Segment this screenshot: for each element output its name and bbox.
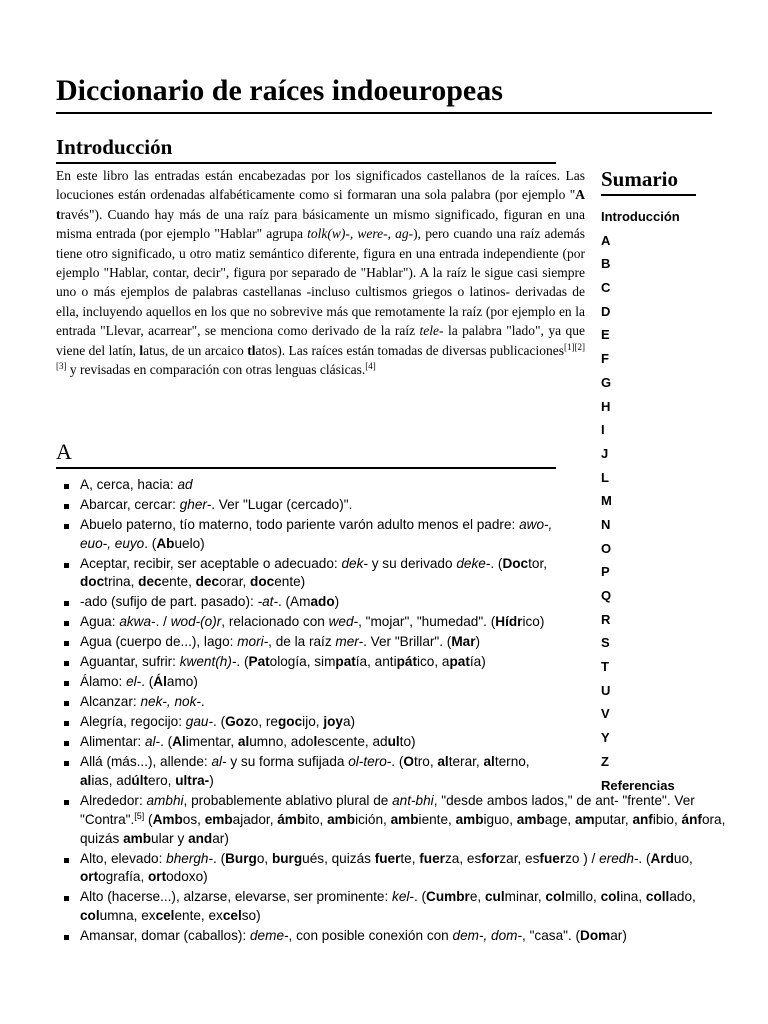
toc-item[interactable]: H bbox=[601, 398, 611, 414]
bold-fragment: pat bbox=[449, 654, 470, 670]
bold-fragment: for bbox=[481, 850, 500, 866]
text-fragment: , relacionado con bbox=[221, 614, 329, 630]
bold-fragment: amb bbox=[390, 811, 419, 827]
text-fragment: A, cerca, hacia: bbox=[80, 477, 178, 492]
text-fragment: ición, bbox=[355, 811, 391, 827]
text-fragment: umno, ado bbox=[249, 734, 314, 750]
toc-item[interactable]: Y bbox=[601, 730, 610, 746]
entry-item bbox=[62, 850, 740, 887]
toc-item[interactable]: F bbox=[601, 351, 609, 367]
text-fragment: Alimentar: bbox=[80, 734, 145, 750]
text-fragment: orar, bbox=[219, 574, 251, 590]
root-term: ol-tero- bbox=[348, 754, 392, 770]
text-fragment: ente, ex bbox=[174, 907, 223, 923]
bold-fragment: am bbox=[574, 811, 595, 827]
toc-item[interactable]: A bbox=[601, 232, 611, 248]
text-fragment: , con posible conexión con bbox=[288, 927, 453, 943]
bold-fragment: col bbox=[545, 889, 566, 905]
toc-item[interactable]: S bbox=[601, 635, 610, 651]
root-term: al- bbox=[144, 734, 161, 750]
bold-fragment: cel bbox=[155, 907, 175, 923]
text-fragment: iente, bbox=[418, 811, 456, 827]
text-fragment: Allá (más...), allende: bbox=[80, 754, 212, 770]
root-term: eredh- bbox=[599, 850, 639, 866]
bold-fragment: ultra- bbox=[175, 773, 210, 789]
root-term: deke- bbox=[456, 555, 491, 571]
text-fragment: Amansar, domar (caballos): bbox=[80, 927, 250, 943]
text-fragment: za, es bbox=[444, 850, 482, 866]
text-fragment: ias, ad bbox=[91, 773, 132, 789]
entry-item bbox=[62, 516, 560, 553]
toc-item[interactable]: E bbox=[601, 327, 610, 343]
bold-fragment: A bbox=[575, 187, 585, 203]
toc-item[interactable]: B bbox=[601, 256, 611, 272]
text-fragment: atus, de un arcaico bbox=[143, 342, 248, 358]
text-fragment: o, re bbox=[250, 714, 278, 730]
text-fragment: ología, sim bbox=[269, 654, 336, 670]
bold-fragment: pat bbox=[335, 654, 356, 670]
text-fragment: terar, bbox=[448, 754, 484, 770]
bold-fragment: fuer bbox=[419, 850, 445, 866]
section-a-heading: A bbox=[56, 438, 556, 469]
text-fragment: tor, bbox=[528, 555, 548, 571]
text-fragment: . Ver "Brillar". ( bbox=[363, 634, 452, 650]
bold-fragment: Ab bbox=[156, 535, 175, 551]
root-term: akwa- bbox=[119, 614, 156, 630]
text-fragment: os, bbox=[182, 811, 205, 827]
bold-fragment: fuer bbox=[539, 850, 566, 866]
reference-link[interactable]: [1][2][3] bbox=[56, 341, 585, 372]
text-fragment: . ( bbox=[490, 555, 503, 571]
toc-item[interactable]: I bbox=[601, 422, 605, 438]
text-fragment: ar) bbox=[610, 927, 627, 943]
text-fragment: zar, es bbox=[499, 850, 540, 866]
bold-fragment: Amb bbox=[152, 811, 183, 827]
bold-fragment: doc bbox=[80, 574, 105, 590]
text-fragment: . ( bbox=[213, 850, 226, 866]
text-fragment: ente, bbox=[161, 574, 196, 590]
text-fragment: , "mojar", "humedad". ( bbox=[358, 614, 496, 630]
bold-fragment: anf bbox=[632, 811, 653, 827]
text-fragment: uo, bbox=[673, 850, 693, 866]
text-fragment: terno, bbox=[494, 754, 530, 770]
bold-fragment: burg bbox=[271, 850, 303, 866]
text-fragment: uelo) bbox=[174, 535, 205, 551]
text-fragment: Alto (hacerse...), alzarse, elevarse, ser prominente: bbox=[80, 889, 393, 905]
text-fragment: a) bbox=[342, 714, 356, 730]
text-fragment: . ( bbox=[638, 850, 651, 866]
entry-item bbox=[62, 633, 560, 652]
text-fragment: ero, bbox=[148, 773, 176, 789]
root-term: wod-(o)r bbox=[170, 614, 222, 630]
root-term: ad bbox=[177, 477, 193, 492]
text-fragment: atos). Las raíces están tomadas de diversas publicaciones bbox=[255, 342, 564, 358]
root-term: ambhi bbox=[146, 793, 184, 809]
text-fragment: minar, bbox=[504, 889, 546, 905]
bold-fragment: l bbox=[139, 342, 144, 358]
bold-fragment: l bbox=[313, 734, 318, 750]
root-term: tolk(w)-, were-, ag- bbox=[307, 226, 414, 242]
text-fragment: , "desde ambos lados," de ant- "frente". Ver "Contra". bbox=[80, 793, 695, 827]
text-fragment: . ( bbox=[144, 535, 157, 551]
text-fragment: ora, quizás bbox=[80, 811, 726, 846]
text-fragment: Abuelo paterno, tío materno, todo pariente varón adulto menos el padre: bbox=[80, 517, 520, 532]
text-fragment: , probablemente ablativo plural de bbox=[183, 793, 393, 809]
text-fragment: y revisadas en comparación con otras lenguas clásicas. bbox=[66, 362, 366, 378]
root-term: kwent(h)- bbox=[179, 654, 237, 670]
bold-fragment: fuer bbox=[374, 850, 401, 866]
text-fragment: escente, ad bbox=[317, 734, 388, 750]
bold-fragment: Goz bbox=[225, 714, 251, 730]
bold-fragment: al bbox=[483, 754, 495, 770]
text-fragment: . Ver "Lugar (cercado)". bbox=[211, 497, 353, 512]
bold-fragment: tl bbox=[247, 342, 256, 358]
page-title: Diccionario de raíces indoeuropeas bbox=[56, 72, 712, 114]
bold-fragment: últ bbox=[131, 773, 149, 789]
intro-paragraph bbox=[56, 166, 585, 379]
bold-fragment: Ál bbox=[153, 674, 167, 690]
text-fragment: ito, bbox=[305, 811, 328, 827]
bold-fragment: dec bbox=[138, 574, 162, 590]
text-fragment: , "casa". ( bbox=[522, 927, 581, 943]
toc-item[interactable]: J bbox=[601, 445, 609, 461]
text-fragment: odoxo) bbox=[166, 869, 208, 885]
reference-link[interactable]: [4] bbox=[365, 361, 376, 372]
toc-item[interactable]: C bbox=[601, 280, 611, 296]
root-term: el- bbox=[126, 674, 142, 690]
text-fragment: so) bbox=[241, 907, 261, 923]
root-term: tele- bbox=[419, 323, 444, 339]
text-fragment: , de la raíz bbox=[268, 634, 336, 650]
root-term: ant-bhi bbox=[392, 793, 434, 809]
root-term: nek-, nok- bbox=[140, 694, 201, 710]
toc-item[interactable]: G bbox=[601, 374, 612, 390]
text-fragment: Aguantar, sufrir: bbox=[80, 654, 180, 670]
text-fragment: imentar, bbox=[185, 734, 238, 750]
text-fragment: ibio, bbox=[652, 811, 682, 827]
text-fragment: y su derivado bbox=[367, 555, 457, 571]
bold-fragment: ul bbox=[387, 734, 400, 750]
text-fragment: ico) bbox=[522, 614, 545, 630]
root-term: mori- bbox=[237, 634, 269, 650]
toc-item[interactable]: R bbox=[601, 611, 611, 627]
entry-item bbox=[62, 733, 560, 752]
root-term: al- bbox=[211, 754, 227, 770]
text-fragment: iguo, bbox=[483, 811, 517, 827]
toc-item[interactable]: D bbox=[601, 303, 611, 319]
bold-fragment: Mar bbox=[451, 634, 476, 650]
root-term: awo-, euo-, euyo bbox=[80, 517, 553, 551]
text-fragment: ía, anti bbox=[355, 654, 397, 670]
text-fragment: Aceptar, recibir, ser aceptable o adecuado: bbox=[80, 555, 342, 571]
bold-fragment: t bbox=[56, 206, 61, 222]
root-term: deme- bbox=[250, 927, 289, 943]
bold-fragment: coll bbox=[645, 889, 670, 905]
text-fragment: tro, bbox=[413, 754, 438, 770]
bold-fragment: Doc bbox=[502, 555, 529, 571]
bold-fragment: al bbox=[437, 754, 449, 770]
bold-fragment: Ard bbox=[650, 850, 674, 866]
bold-fragment: amb bbox=[327, 811, 356, 827]
toc-item[interactable]: U bbox=[601, 682, 611, 698]
bold-fragment: amb bbox=[455, 811, 484, 827]
text-fragment: Álamo: bbox=[80, 674, 127, 690]
text-fragment: ( bbox=[144, 811, 153, 827]
text-fragment: te, bbox=[400, 850, 420, 866]
root-term: kel- bbox=[392, 889, 414, 905]
text-fragment: Alcanzar: bbox=[80, 694, 141, 710]
bold-fragment: cul bbox=[484, 889, 505, 905]
text-fragment: . bbox=[200, 694, 205, 710]
toc-item[interactable]: Introducción bbox=[601, 209, 680, 224]
bold-fragment: and bbox=[188, 830, 213, 846]
text-fragment: la palabra "lado", ya que viene del latín, bbox=[56, 323, 585, 358]
entry-item bbox=[62, 753, 560, 790]
text-fragment: y su forma sufijada bbox=[226, 754, 349, 770]
entry-item bbox=[62, 555, 560, 592]
bold-fragment: ado bbox=[310, 594, 335, 610]
bold-fragment: al bbox=[80, 773, 92, 789]
toc-item[interactable]: Referencias bbox=[601, 777, 675, 793]
toc-item[interactable]: Z bbox=[601, 753, 609, 769]
toc-item[interactable]: Q bbox=[601, 588, 612, 603]
text-fragment: millo, bbox=[565, 889, 601, 905]
text-fragment: Alrededor: bbox=[80, 793, 147, 809]
text-fragment: ) bbox=[475, 634, 481, 650]
entry-item bbox=[62, 476, 560, 495]
bold-fragment: joy bbox=[323, 714, 343, 730]
text-fragment: ) bbox=[209, 773, 214, 789]
text-fragment: o, bbox=[256, 850, 272, 866]
text-fragment: Agua: bbox=[80, 614, 120, 630]
bold-fragment: Al bbox=[172, 734, 186, 750]
toc-item[interactable]: L bbox=[601, 469, 609, 485]
text-fragment: trina, bbox=[104, 574, 139, 590]
text-fragment: -ado (sufijo de part. pasado): bbox=[80, 594, 258, 610]
text-fragment: Agua (cuerpo de...), lago: bbox=[80, 634, 238, 650]
bold-fragment: Hídr bbox=[495, 614, 523, 630]
text-fragment: . / bbox=[155, 614, 171, 630]
text-fragment: . (Am bbox=[277, 594, 311, 610]
toc-item[interactable]: O bbox=[601, 540, 612, 556]
intro-heading: Introducción bbox=[56, 133, 556, 164]
text-fragment: ico, a bbox=[416, 654, 450, 670]
bold-fragment: ort bbox=[148, 869, 167, 885]
text-fragment: amo) bbox=[166, 674, 198, 690]
entry-item bbox=[62, 496, 560, 515]
entry-item bbox=[62, 673, 560, 692]
text-fragment: Alegría, regocijo: bbox=[80, 714, 186, 730]
text-fragment: ajador, bbox=[232, 811, 278, 827]
text-fragment: ina, bbox=[620, 889, 646, 905]
bold-fragment: ámb bbox=[277, 811, 306, 827]
bold-fragment: col bbox=[80, 907, 100, 923]
bold-fragment: Cumbr bbox=[426, 889, 470, 905]
bold-fragment: amb bbox=[516, 811, 545, 827]
text-fragment: . ( bbox=[141, 674, 154, 690]
toc-item[interactable]: T bbox=[601, 659, 609, 675]
toc-heading: Sumario bbox=[601, 166, 696, 196]
reference-link[interactable]: [5] bbox=[134, 810, 145, 821]
bold-fragment: emb bbox=[204, 811, 233, 827]
text-fragment: En este libro las entradas están encabezadas por los significados castellanos de la raíces. Las locuciones están ordenadas alfabéticamente como si formaran una sola palabra (por ejemplo " bbox=[56, 168, 585, 203]
text-fragment: . ( bbox=[236, 654, 249, 670]
toc-item[interactable]: M bbox=[601, 493, 612, 509]
text-fragment: . ( bbox=[413, 889, 427, 905]
bold-fragment: Pat bbox=[248, 654, 270, 670]
entry-item bbox=[62, 613, 560, 632]
text-fragment: ), pero cuando una raíz además tiene otro significado, u otro matiz semántico diferente, figura en una entrada independiente (por ejemplo "Hablar, contar, decir", figura por separado de "Hablar"). A la raíz le sigue casi siempre uno o más ejemplos de palabras castellanas -incluso cultismos griegos o latinos- derivadas de ella, incluyendo aquellos en los que no sobrevive más que remotamente la raíz (por ejemplo en la entrada "Llevar, acarrear", se menciona como derivado de la raíz bbox=[56, 226, 586, 339]
text-fragment: ) bbox=[334, 594, 340, 610]
root-term: dem-, dom- bbox=[452, 927, 523, 943]
root-term: gau- bbox=[185, 714, 214, 730]
root-term: gher- bbox=[179, 497, 212, 512]
root-term: bhergh- bbox=[166, 850, 214, 866]
root-term: dek- bbox=[341, 555, 368, 571]
bold-fragment: pát bbox=[396, 654, 417, 670]
entry-item bbox=[62, 713, 560, 732]
text-fragment: putar, bbox=[594, 811, 633, 827]
text-fragment: umna, ex bbox=[99, 907, 156, 923]
entry-item bbox=[62, 927, 740, 946]
root-term: mer- bbox=[335, 634, 364, 650]
bold-fragment: Burg bbox=[225, 850, 257, 866]
entries-list bbox=[62, 476, 726, 947]
bold-fragment: doc bbox=[250, 574, 275, 590]
text-fragment: ular y bbox=[151, 830, 189, 846]
bold-fragment: ort bbox=[80, 869, 99, 885]
text-fragment: e, bbox=[469, 889, 485, 905]
text-fragment: Abarcar, cercar: bbox=[80, 497, 180, 512]
bold-fragment: amb bbox=[123, 830, 152, 846]
text-fragment: to) bbox=[399, 734, 416, 750]
bold-fragment: O bbox=[403, 754, 414, 770]
text-fragment: ado, bbox=[669, 889, 696, 905]
bold-fragment: ánf bbox=[681, 811, 702, 827]
bold-fragment: Dom bbox=[580, 927, 611, 943]
entry-item bbox=[62, 593, 560, 612]
bold-fragment: dec bbox=[195, 574, 220, 590]
text-fragment: ijo, bbox=[302, 714, 324, 730]
text-fragment: ravés"). Cuando hay más de una raíz para básicamente un mismo significado, figuran en una misma entrada (por ejemplo "Hablar" agrupa bbox=[56, 206, 585, 242]
entry-item bbox=[62, 693, 560, 712]
entry-item bbox=[62, 792, 740, 848]
text-fragment: ente) bbox=[274, 574, 306, 590]
root-term: -at- bbox=[257, 594, 278, 610]
text-fragment: Alto, elevado: bbox=[80, 850, 167, 866]
text-fragment: . ( bbox=[160, 734, 173, 750]
bold-fragment: goc bbox=[278, 714, 303, 730]
toc-item[interactable]: P bbox=[601, 564, 610, 580]
entry-item bbox=[62, 653, 560, 672]
bold-fragment: col bbox=[600, 889, 621, 905]
text-fragment: . ( bbox=[213, 714, 226, 730]
text-fragment: ografía, bbox=[98, 869, 148, 885]
entry-item bbox=[62, 888, 740, 925]
text-fragment: ués, quizás bbox=[302, 850, 375, 866]
root-term: wed- bbox=[328, 614, 359, 630]
text-fragment: ía) bbox=[469, 654, 486, 670]
text-fragment: . ( bbox=[391, 754, 404, 770]
text-fragment: age, bbox=[544, 811, 575, 827]
toc-item[interactable]: V bbox=[601, 706, 610, 722]
text-fragment: ar) bbox=[212, 830, 229, 846]
bold-fragment: al bbox=[237, 734, 250, 750]
bold-fragment: cel bbox=[222, 907, 242, 923]
toc-item[interactable]: N bbox=[601, 516, 611, 532]
text-fragment: zo ) / bbox=[565, 850, 600, 866]
